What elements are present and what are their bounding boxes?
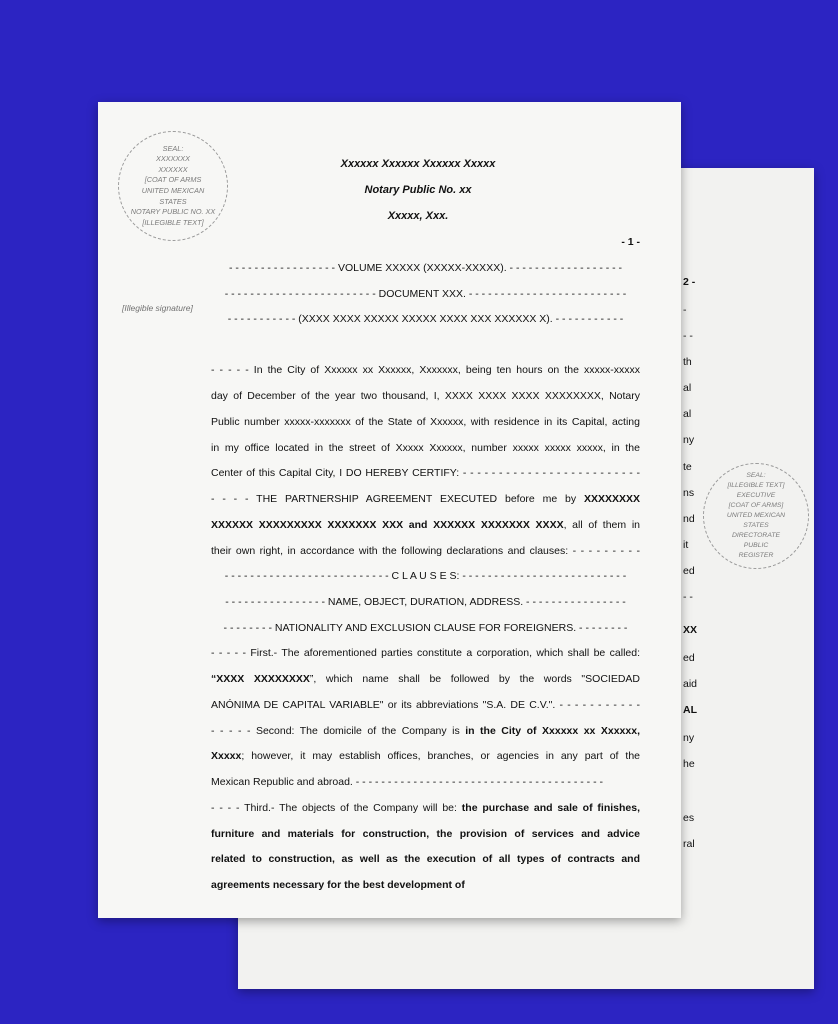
document-line: - - - - - - - - - - - - - - - - - - - - - - - - DOCUMENT XXX. - - - - - - - - - - - - - - - - - - - - - - - - -: [224, 288, 627, 300]
body-line: their own right, in accordance with the following declarations and clauses: - - - - - - - - -: [211, 545, 640, 557]
back-text-fragment: nd: [683, 513, 695, 525]
seal-line: [ILLEGIBLE TEXT]: [727, 482, 785, 489]
seal-line: EXECUTIVE: [736, 492, 776, 499]
seal-line: UNITED MEXICAN: [141, 186, 205, 195]
back-text-fragment: 2 -: [683, 276, 696, 288]
back-text-fragment: te: [683, 461, 692, 473]
seal-line: NOTARY PUBLIC NO. XX: [130, 207, 216, 217]
back-text-fragment: al: [683, 408, 692, 420]
body-line: - - - - Third.- The objects of the Company will be: the purchase and sale of finishes,: [211, 802, 640, 814]
back-text-fragment: ny: [683, 434, 695, 446]
body-line: related to construction, as well as the execution of all types of contracts and: [211, 853, 640, 865]
seal-line: XXXXXX: [158, 164, 188, 174]
back-text-fragment: - -: [683, 330, 693, 342]
back-text-fragment: th: [683, 356, 692, 368]
body-line: Mexican Republic and abroad. - - - - - - - - - - - - - - - - - - - - - - - - - - - - - - - - - - - - - - -: [211, 776, 603, 788]
body-line: agreements necessary for the best development of: [211, 879, 465, 891]
back-page-seal: [703, 463, 809, 569]
notary-location: Xxxxx, Xxx.: [387, 210, 449, 222]
body-line: Public number xxxxx-xxxxxxx of the State of Xxxxxx, with residence in its Capital, acting: [211, 416, 640, 428]
notary-seal: [118, 131, 228, 241]
seal-line: DIRECTORATE: [731, 532, 781, 539]
volume-line: - - - - - - - - - - - - - - - - - VOLUME XXXXX (XXXXX-XXXXX). - - - - - - - - - - - - - - - - - -: [228, 262, 623, 274]
seal-line: [COAT OF ARMS: [144, 175, 202, 185]
seal-line: STATES: [159, 196, 187, 206]
seal-line: REGISTER: [738, 552, 774, 559]
body-line: XXXXXX XXXXXXXXX XXXXXXX XXX and XXXXXX XXXXXXX XXXX, all of them in: [211, 519, 640, 531]
front-page: [98, 102, 681, 918]
page-number: - 1 -: [621, 236, 640, 248]
back-text-fragment: es: [683, 812, 695, 824]
body-line: “XXXX XXXXXXXX”, which name shall be followed by the words "SOCIEDAD: [211, 673, 640, 685]
seal-line: SEAL:: [162, 143, 184, 153]
back-text-fragment: ed: [683, 565, 695, 577]
clauses-heading: - - - - - - - - - - - - - - - - - - - - - - - - - - C L A U S E S: - - - - - - - - - - - - - - - - - - - - - - - - - -: [224, 570, 627, 582]
back-text-fragment: XX: [683, 624, 698, 636]
seal-line: [ILLEGIBLE TEXT]: [142, 217, 204, 227]
seal-line: [COAT OF ARMS]: [728, 502, 784, 509]
body-line: furniture and materials for construction, the provision of services and advice: [211, 828, 640, 840]
back-text-fragment: it: [683, 539, 689, 551]
seal-line: SEAL:: [746, 472, 766, 479]
notary-name: Xxxxxx Xxxxxx Xxxxxx Xxxxx: [340, 158, 496, 170]
body-line: - - - - - In the City of Xxxxxx xx Xxxxxx, Xxxxxxx, being ten hours on the xxxxx-xxxxx: [211, 364, 640, 376]
body-line: ANÓNIMA DE CAPITAL VARIABLE" or its abbreviations "S.A. DE C.V.". - - - - - - - - - - -: [211, 699, 640, 711]
back-text-fragment: ns: [683, 487, 695, 499]
signature-note: [Illegible signature]: [122, 303, 193, 313]
seal-line: STATES: [743, 522, 769, 529]
back-text-fragment: ral: [683, 838, 695, 850]
back-text-fragment: AL: [683, 704, 697, 716]
body-line: - - - - - First.- The aforementioned parties constitute a corporation, which shall be called:: [211, 647, 640, 659]
back-text-fragment: -: [683, 304, 687, 316]
back-text-fragment: ny: [683, 732, 695, 744]
back-text-fragment: he: [683, 758, 695, 770]
seal-line: UNITED MEXICAN: [726, 512, 786, 519]
notary-office: Notary Public No. xx: [364, 184, 472, 196]
body-line: in my office located in the street of Xxxxx Xxxxxx, number xxxxx xxxxx xxxxx, in the: [211, 442, 640, 454]
back-text-fragment: ed: [683, 652, 695, 664]
seal-line: PUBLIC: [743, 542, 769, 549]
body-line: - - - - THE PARTNERSHIP AGREEMENT EXECUTED before me by XXXXXXXX: [211, 493, 640, 505]
back-text-fragment: al: [683, 382, 692, 394]
document-words-line: - - - - - - - - - - - (XXXX XXXX XXXXX XXXXX XXXX XXX XXXXXX X). - - - - - - - - - - -: [227, 313, 624, 325]
seal-line: XXXXXXX: [155, 154, 191, 164]
body-line: - - - - - Second: The domicile of the Company is in the City of Xxxxxx xx Xxxxxx,: [211, 725, 640, 737]
body-line: day of December of the year two thousand, I, XXXX XXXX XXXX XXXXXXXX, Notary: [211, 390, 640, 402]
section-heading: - - - - - - - - - - - - - - - - NAME, OBJECT, DURATION, ADDRESS. - - - - - - - - - - - - - - - -: [225, 596, 626, 608]
body-line: Center of this Capital City, I DO HEREBY CERTIFY: - - - - - - - - - - - - - - - - - - - - - - - - -: [211, 467, 640, 479]
body-line: Xxxxx; however, it may establish offices, branches, or agencies in any part of the: [211, 750, 640, 762]
section-heading: - - - - - - - - NATIONALITY AND EXCLUSION CLAUSE FOR FOREIGNERS. - - - - - - - -: [223, 622, 628, 634]
back-text-fragment: - -: [683, 591, 693, 603]
back-text-fragment: aid: [683, 678, 698, 690]
